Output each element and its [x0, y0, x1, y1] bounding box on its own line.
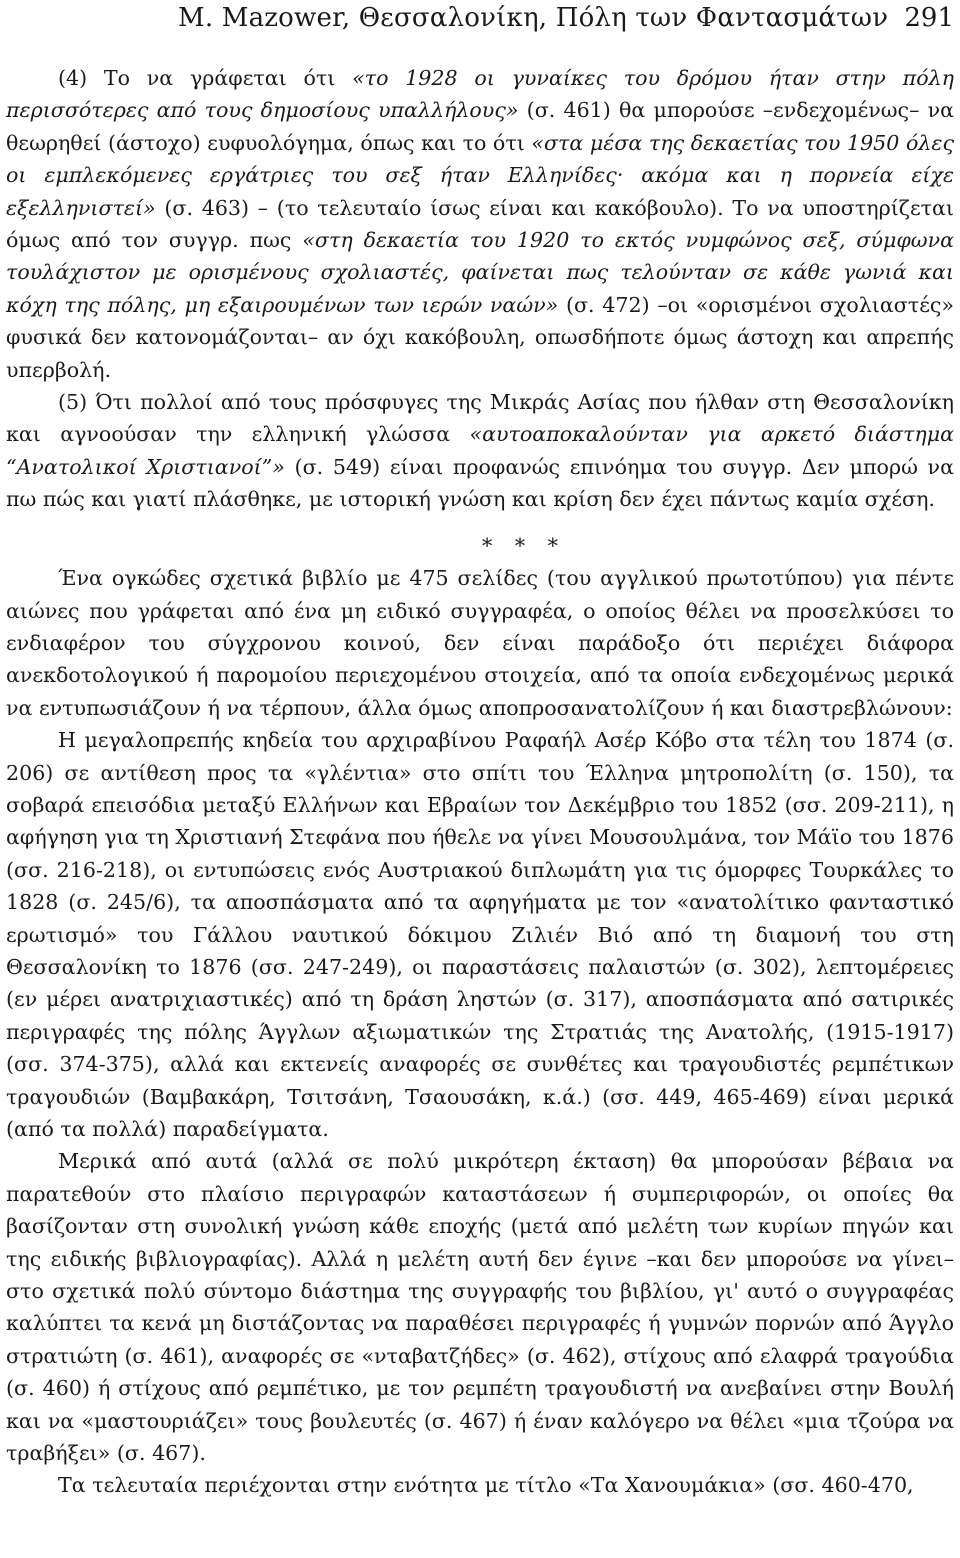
header-title: M. Mazower, Θεσσαλονίκη, Πόλη των Φαντασμάτων	[178, 3, 889, 33]
running-header	[178, 0, 954, 40]
footnote-4-quote-3: «στη δεκαετία του 1920 το εκτός νυμφώνος σεξ, σύμφωνα τουλάχιστον με ορισμένους σχολιαστές, φαίνεται πως τελούνταν σε κάθε γωνιά και κόχη της πόλης, μη εξαιρουμένων των ιερών ναών»	[6, 228, 954, 317]
footnote-5-text-a: (5) Ότι πολλοί από τους πρόσφυγες της Μικράς Ασίας που ήλθαν στη Θεσσαλονίκη και αγνοούσαν την ελληνική γλώσσα	[6, 390, 954, 447]
footnote-5	[6, 386, 954, 516]
footnote-4-quote-2: «στα μέσα της δεκαετίας του 1950 όλες οι εμπλεκόμενες εργάτριες του σεξ ήταν Ελληνίδες· ακόμα και η πορνεία είχε εξελληνιστεί»	[6, 130, 954, 220]
footnote-4	[6, 62, 954, 386]
footnote-4-text-a: (4) Το να γράφεται ότι	[58, 66, 353, 90]
footnote-5-text-c: (σ. 549) είναι προφανώς επινόημα του συγγρ. Δεν μπορώ να πω πώς και γιατί πλάσθηκε, με ιστορική γνώση και κρίση δεν έχει πάντως καμία σχέση.	[6, 454, 954, 512]
page-number: 291	[904, 3, 954, 33]
section-separator: * * *	[482, 533, 566, 558]
footnote-4-quote-1: «το 1928 οι γυναίκες του δρόμου ήταν στην πόλη περισσότερες από τους δημοσίους υπαλλήλους»	[6, 66, 954, 123]
paragraph-2: Η μεγαλοπρεπής κηδεία του αρχιραβίνου Ραφαήλ Ασέρ Κόβο στα τέλη του 1874 (σ. 206) σε αντίθεση προς τα «γλέντια» στο σπίτι του Έλληνα μητροπολίτη (σ. 150), τα σοβαρά επεισόδια μεταξύ Ελλήνων και Εβραίων τον Δεκέμβριο του 1852 (σσ. 209-211), η αφήγηση για τη Χριστιανή Στεφάνα που ήθελε να γίνει Μουσουλμάνα, τον Μάϊο του 1876 (σσ. 216-218), οι εντυπώσεις ενός Αυστριακού διπλωμάτη για τις όμορφες Τουρκάλες το 1828 (σ. 245/6), τα αποσπάσματα από τα αφηγήματα με τον «ανατολίτικο φανταστικό ερωτισμό» του Γάλλου ναυτικού δόκιμου Ζιλιέν Βιό από τη διαμονή του στη Θεσσαλονίκη το 1876 (σσ. 247-249), οι παραστάσεις παλαιστών (σ. 302), λεπτομέρειες (εν μέρει ανατριχιαστικές) από τη δράση ληστών (σ. 317), αποσπάσματα από σατιρικές περιγραφές της πόλης Άγγλων αξιωματικών της Στρατιάς της Ανατολής, (1915-1917) (σσ. 374-375), αλλά και εκτενείς αναφορές σε συνθέτες και τραγουδιστές ρεμπέτικων τραγουδιών (Βαμβακάρη, Τσιτσάνη, Τσαουσάκη, κ.ά.) (σσ. 449, 465-469) είναι μερικά (από τα πολλά) παραδείγματα.	[6, 728, 954, 1141]
paragraph-3: Μερικά από αυτά (αλλά σε πολύ μικρότερη έκταση) θα μπορούσαν βέβαια να παρατεθούν στο πλαίσιο περιγραφών καταστάσεων ή συμπεριφορών, οι οποίες θα βασίζονταν στη συνολική γνώση κάθε εποχής (μετά από μελέτη των κυρίων πηγών και της ειδικής βιβλιογραφίας). Αλλά η μελέτη αυτή δεν έγινε –και δεν μπορούσε να γίνει– στο σχετικά πολύ σύντομο διάστημα της συγγραφής του βιβλίου, γι' αυτό ο συγγραφέας καλύπτει τα κενά μη διστάζοντας να παραθέσει περιγραφές ή γυμνών πορνών από Άγγλο στρατιώτη (σ. 461), αναφορές σε «νταβατζήδες» (σ. 462), στίχους από ελαφρά τραγούδια (σ. 460) ή στίχους από ρεμπέτικο, με τον ρεμπέτη τραγουδιστή να ανεβαίνει στην Βουλή και να «μαστουριάζει» τους βουλευτές (σ. 467) ή έναν καλόγερο να θέλει «μια τζούρα να τραβήξει» (σ. 467).	[6, 1149, 954, 1466]
paragraph-4: Τα τελευταία περιέχονται στην ενότητα με τίτλο «Τα Χανουμάκια» (σσ. 460-470,	[58, 1473, 914, 1498]
footnote-5-quote: «αυτοαποκαλούνταν για αρκετό διάστημα “Ανατολικοί Χριστιανοί”»	[6, 422, 954, 479]
footnote-4-text-g: (σ. 472) –οι «ορισμένοι σχολιαστές» φυσικά δεν κατονομάζονται– αν όχι κακόβουλη, οπωσδήποτε όμως άστοχη και απρεπής υπερβολή.	[6, 292, 955, 382]
page-body	[6, 62, 954, 1502]
footnote-4-text-c: (σ. 461) θα μπορούσε –ενδεχομένως– να θεωρηθεί (άστοχο) ευφυολόγημα, όπως και το ότι	[6, 98, 954, 155]
footnote-4-text-e: (σ. 463) – (το τελευταίο ίσως είναι και κακόβουλο). Το να υποστηρίζεται όμως από τον συγγρ. πως	[6, 195, 954, 253]
paragraph-1: Ένα ογκώδες σχετικά βιβλίο με 475 σελίδες (του αγγλικού πρωτοτύπου) για πέντε αιώνες που γράφεται από ένα μη ειδικό συγγραφέα, ο οποίος θέλει να προσελκύσει το ενδιαφέρον του σύγχρονου κοινού, δεν είναι παράδοξο ότι περιέχει διάφορα ανεκδοτολογικού ή παρομοίου περιεχομένου στοιχεία, από τα οποία ενδεχομένως μερικά να εντυπωσιάζουν ή να τέρπουν, άλλα όμως αποπροσανατολίζουν ή και διαστρεβλώνουν:	[6, 566, 954, 720]
